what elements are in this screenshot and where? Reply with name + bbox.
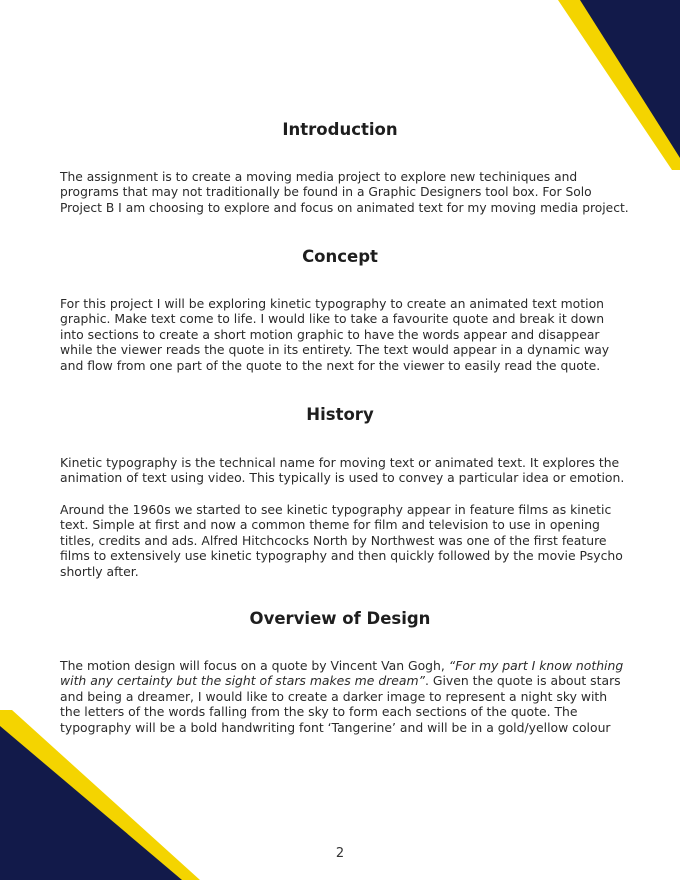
text-line: Kinetic typography is the technical name for moving text or animated text. It explores the (60, 455, 620, 470)
text-line: the letters of the words falling from the sky to form each sections of the quote. The (60, 704, 578, 720)
text-line: animation of text using video. This typically is used to convey a particular idea or emotion. (60, 470, 625, 486)
page-number: 2 (335, 846, 345, 861)
overview-of-design-heading: Overview of Design (249, 609, 431, 628)
text-line: titles, credits and ads. Alfred Hitchcocks North by Northwest was one of the first feature (60, 532, 607, 548)
concept-heading: Concept (302, 247, 378, 266)
introduction-paragraph (60, 170, 628, 216)
history-paragraph-2 (60, 502, 628, 579)
text-line: typography will be a bold handwriting font ‘Tangerine’ and will be in a gold/yellow colour (60, 719, 611, 735)
text-line: Project B I am choosing to explore and focus on animated text for my moving media project. (60, 200, 629, 215)
text-line: into sections to create a short motion graphic to have the words appear and disappear (60, 326, 600, 342)
history-paragraph-1 (60, 455, 628, 486)
text-line: Around the 1960s we started to see kinetic typography appear in feature films as kinetic (60, 502, 612, 517)
text-line (60, 658, 628, 673)
text-line: shortly after. (60, 563, 139, 579)
text-line: and being a dreamer, I would like to create a darker image to represent a night sky with (60, 688, 608, 704)
text-line: films to extensively use kinetic typography and then quickly followed by the movie Psycho (60, 548, 623, 564)
overview-line-suffix: . Given the quote is about stars (424, 673, 621, 689)
history-heading: History (306, 405, 374, 424)
overview-line-prefix: The motion design will focus on a quote by Vincent Van Gogh, (60, 658, 449, 673)
text-line: and flow from one part of the quote to the next for the viewer to easily read the quote. (60, 357, 601, 373)
van-gogh-quote-start: “For my part I know nothing (448, 658, 624, 673)
text-line: For this project I will be exploring kinetic typography to create an animated text motion (60, 296, 605, 311)
text-line (60, 673, 628, 688)
van-gogh-quote-end: with any certainty but the sight of stars makes me dream” (60, 673, 425, 689)
text-line: The assignment is to create a moving media project to explore new techiniques and (60, 170, 578, 184)
text-line: graphic. Make text come to life. I would like to take a favourite quote and break it down (60, 311, 605, 327)
concept-paragraph (60, 296, 628, 373)
overview-paragraph (60, 658, 628, 735)
text-line: while the viewer reads the quote in its entirety. The text would appear in a dynamic way (60, 342, 610, 358)
introduction-heading: Introduction (282, 120, 398, 139)
text-line: text. Simple at first and now a common theme for film and television to use in opening (60, 517, 600, 533)
text-line: programs that may not traditionally be found in a Graphic Designers tool box. For Solo (60, 185, 592, 200)
